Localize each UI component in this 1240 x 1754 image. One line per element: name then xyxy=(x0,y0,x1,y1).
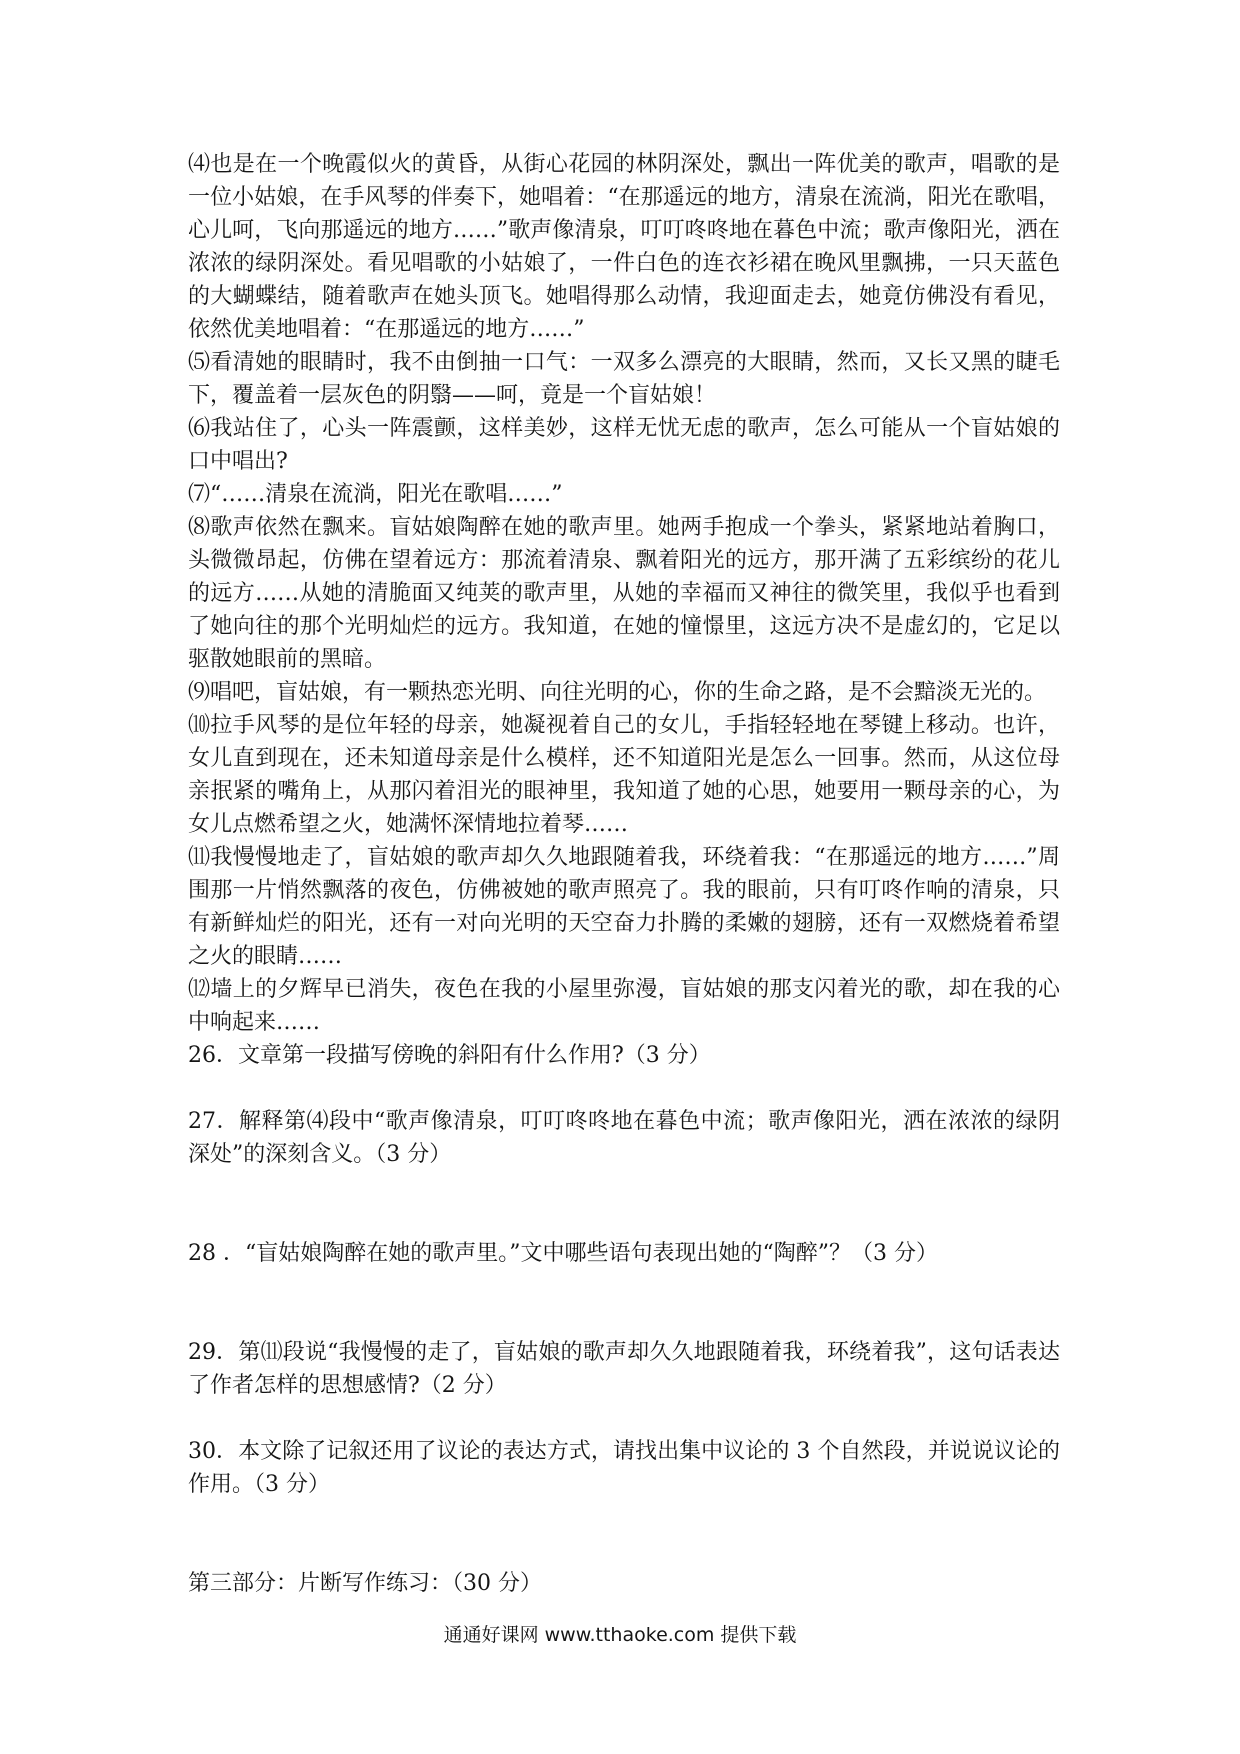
document-content xyxy=(188,148,1060,1600)
paragraph-5: ⑸看清她的眼睛时，我不由倒抽一口气：一双多么漂亮的大眼睛，然而，又长又黑的睫毛下，覆盖着一层灰色的阴翳——呵，竟是一个盲姑娘！ xyxy=(188,350,1060,408)
paragraph-6: ⑹我站住了，心头一阵震颤，这样美妙，这样无忧无虑的歌声，怎么可能从一个盲姑娘的口中唱出? xyxy=(188,416,1060,474)
question-29: 29．第⑾段说“我慢慢的走了，盲姑娘的歌声却久久地跟随着我，环绕着我”，这句话表达了作者怎样的思想感情?（2 分） xyxy=(188,1340,1060,1398)
paragraph-12: ⑿墙上的夕辉早已消失，夜色在我的小屋里弥漫，盲姑娘的那支闪着光的歌，却在我的心中响起来…… xyxy=(188,977,1060,1035)
question-30: 30．本文除了记叙还用了议论的表达方式，请找出集中议论的 3 个自然段，并说说议论的作用。（3 分） xyxy=(188,1439,1060,1497)
question-26: 26．文章第一段描写傍晚的斜阳有什么作用?（3 分） xyxy=(188,1043,711,1068)
question-27: 27．解释第⑷段中“歌声像清泉，叮叮咚咚地在暮色中流；歌声像阳光，洒在浓浓的绿阴深处”的深刻含义。（3 分） xyxy=(188,1109,1060,1167)
paragraph-9: ⑼唱吧，盲姑娘，有一颗热恋光明、向往光明的心，你的生命之路，是不会黯淡无光的。 xyxy=(188,680,1047,705)
paragraph-7: ⑺“……清泉在流淌，阳光在歌唱……” xyxy=(188,482,563,507)
section-three-heading: 第三部分：片断写作练习：（30 分） xyxy=(188,1571,542,1596)
paragraph-10: ⑽拉手风琴的是位年轻的母亲，她凝视着自己的女儿，手指轻轻地在琴键上移动。也许，女儿直到现在，还未知道母亲是什么模样，还不知道阳光是怎么一回事。然而，从这位母亲抿紧的嘴角上，从那闪着泪光的眼神里，我知道了她的心思，她要用一颗母亲的心，为女儿点燃希望之火，她满怀深情地拉着琴…… xyxy=(188,713,1060,837)
paragraph-8: ⑻歌声依然在飘来。盲姑娘陶醉在她的歌声里。她两手抱成一个拳头，紧紧地站着胸口，头微微昂起，仿佛在望着远方：那流着清泉、飘着阳光的远方，那开满了五彩缤纷的花儿的远方……从她的清脆面又纯荚的歌声里，从她的幸福而又神往的微笑里，我似乎也看到了她向往的那个光明灿烂的远方。我知道，在她的憧憬里，这远方决不是虚幻的，它足以驱散她眼前的黑暗。 xyxy=(188,515,1060,672)
paragraph-11: ⑾我慢慢地走了，盲姑娘的歌声却久久地跟随着我，环绕着我：“在那遥远的地方……”周围那一片悄然飘落的夜色，仿佛被她的歌声照亮了。我的眼前，只有叮咚作响的清泉，只有新鲜灿烂的阳光，还有一对向光明的天空奋力扑腾的柔嫩的翅膀，还有一双燃烧着希望之火的眼睛…… xyxy=(188,845,1060,969)
paragraph-4: ⑷也是在一个晚霞似火的黄昏，从街心花园的林阴深处，飘出一阵优美的歌声，唱歌的是一位小姑娘，在手风琴的伴奏下，她唱着：“在那遥远的地方，清泉在流淌，阳光在歌唱，心儿呵，飞向那遥远的地方……”歌声像清泉，叮叮咚咚地在暮色中流；歌声像阳光，洒在浓浓的绿阴深处。看见唱歌的小姑娘了，一件白色的连衣衫裙在晚风里飘拂，一只天蓝色的大蝴蝶结，随着歌声在她头顶飞。她唱得那么动情，我迎面走去，她竟仿佛没有看见，依然优美地唱着：“在那遥远的地方……” xyxy=(188,152,1060,342)
page-footer: 通通好课网 www.tthaoke.com 提供下载 xyxy=(443,1624,797,1646)
question-28: 28 ．“盲姑娘陶醉在她的歌声里。”文中哪些语句表现出她的“陶醉”？（3 分） xyxy=(188,1241,938,1266)
